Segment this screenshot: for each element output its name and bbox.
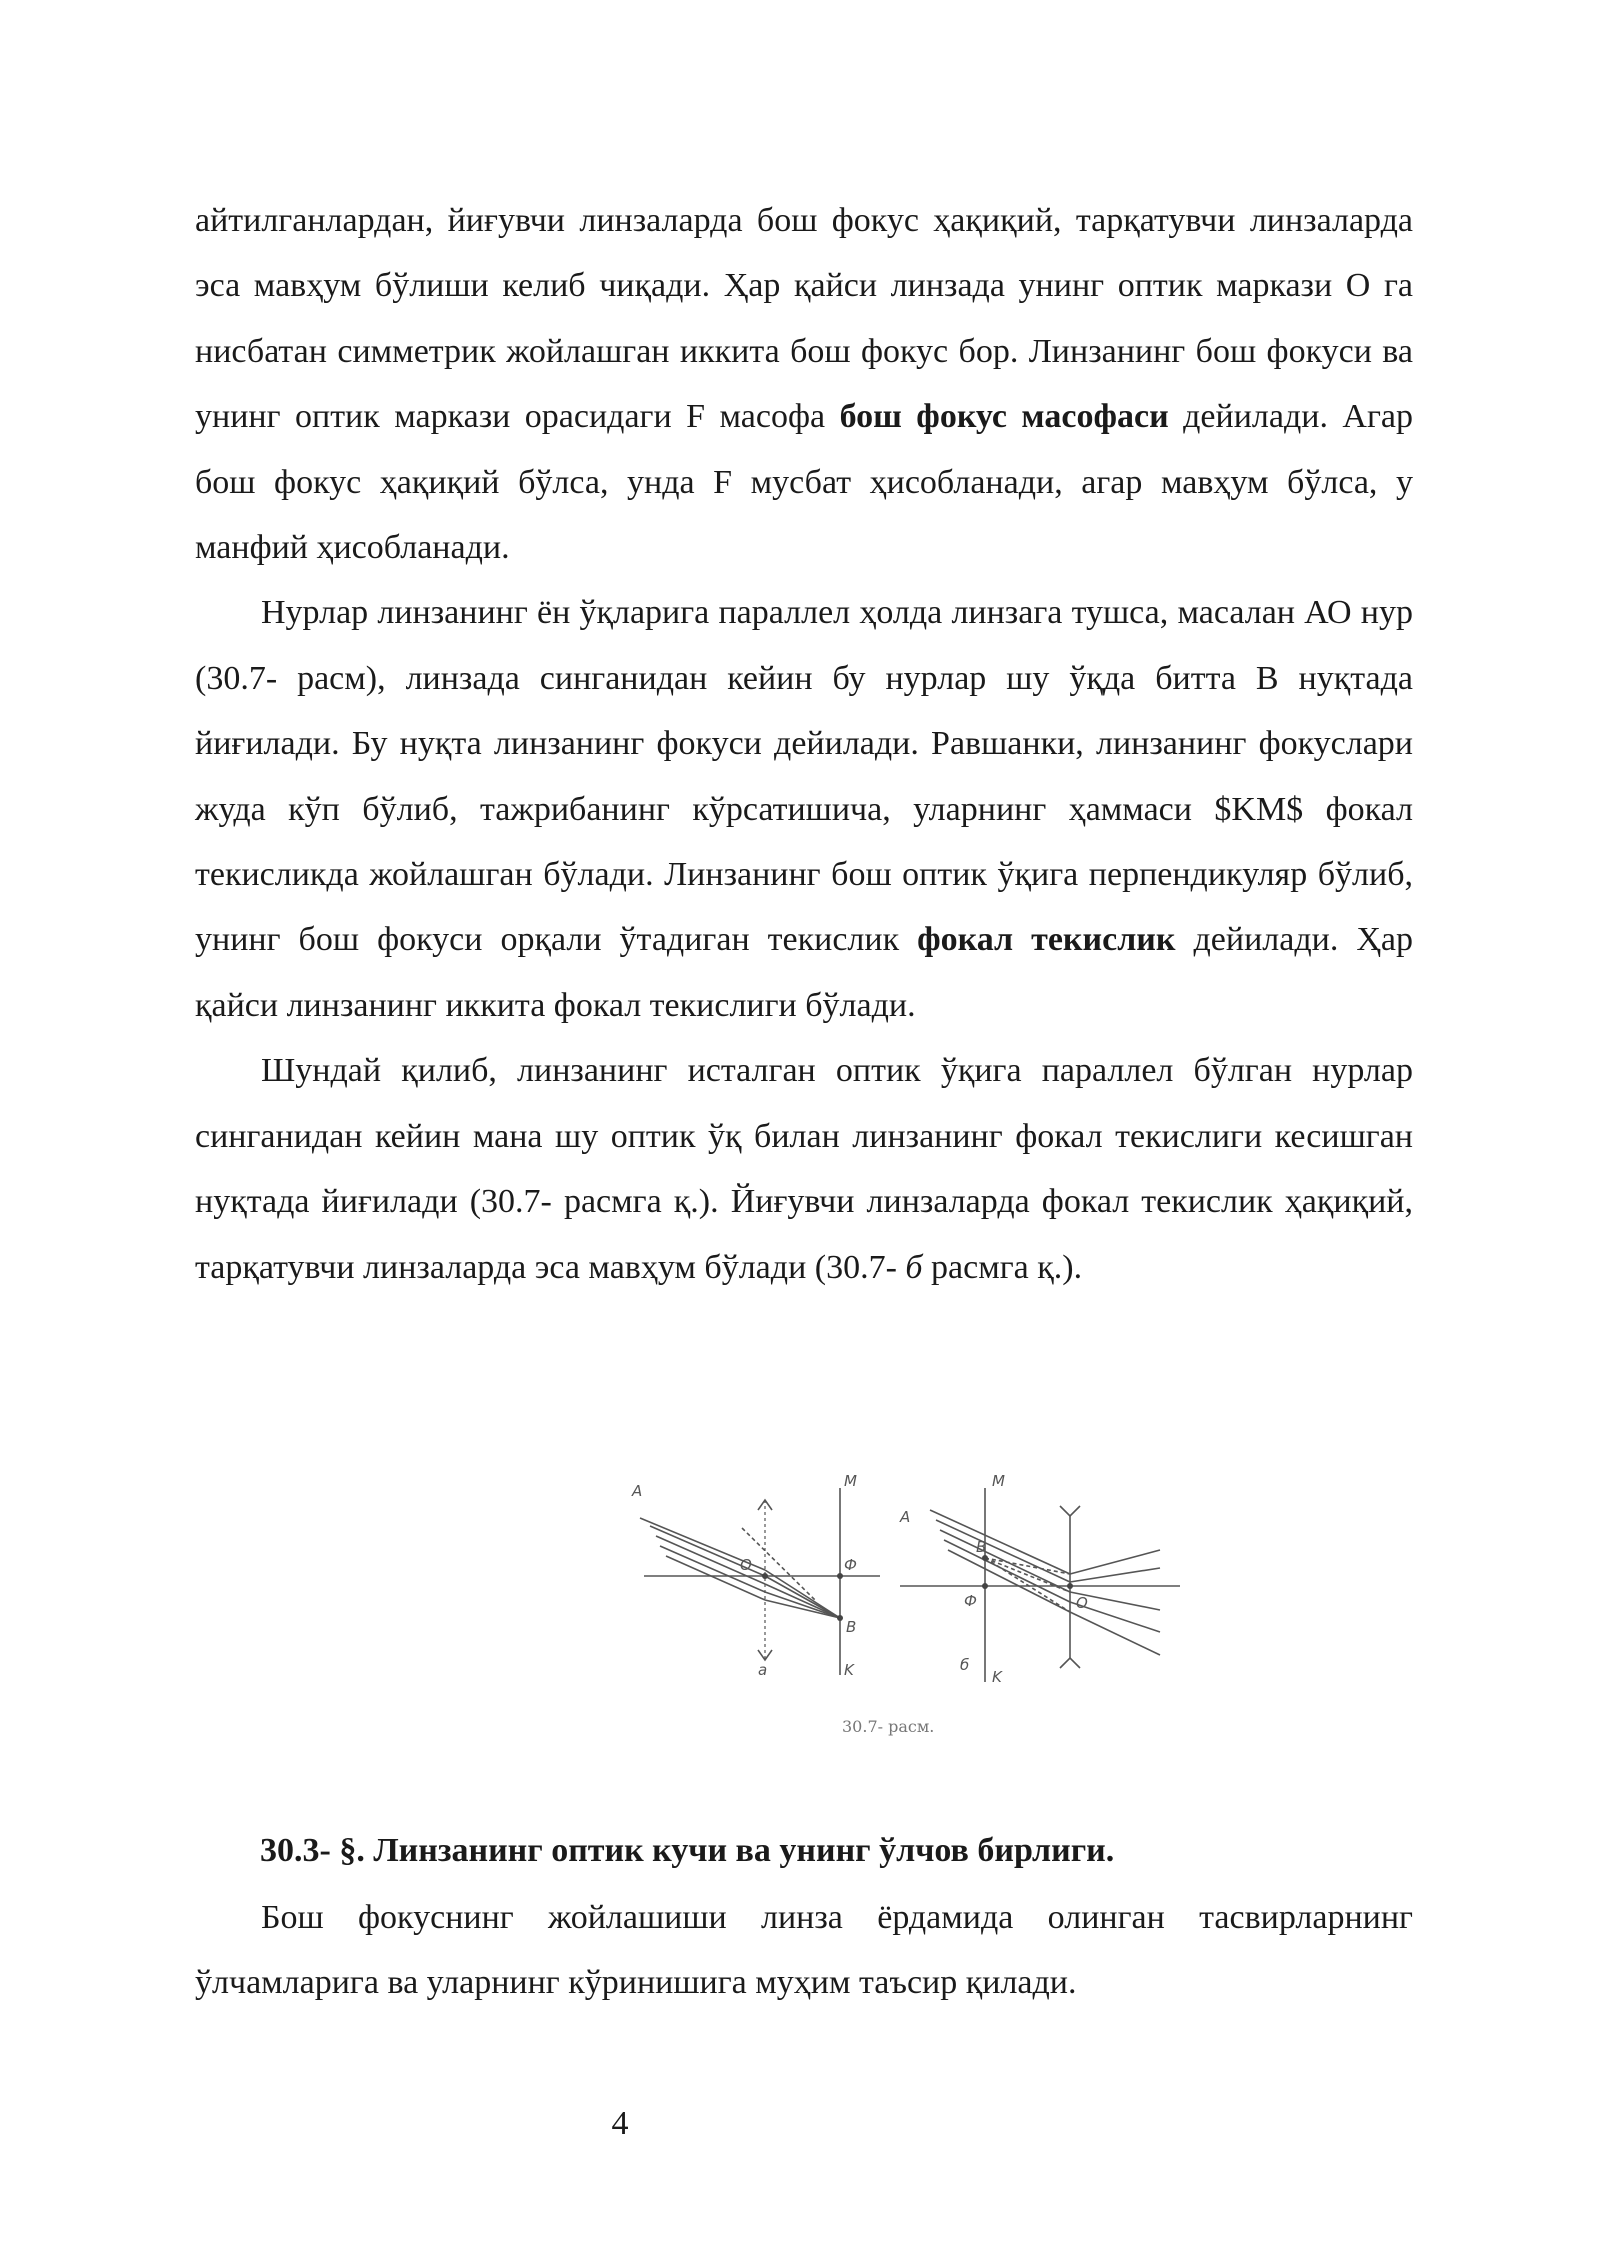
right-sub-label: б — [960, 1656, 970, 1674]
figure-30-7 — [630, 1470, 1190, 1745]
left-sub-label: а — [758, 1661, 768, 1679]
figure-ref-b: б — [905, 1248, 923, 1286]
right-label-o: O — [1076, 1594, 1088, 1612]
paragraph-2-text-b: дейилади. Ҳар қайси линзанинг иккита фокал текислиги бўлади. — [195, 921, 1414, 1024]
left-label-m: M — [844, 1472, 857, 1490]
paragraph-1-text-a: айтилганлардан, йиғувчи линзаларда бош фокус ҳақиқий, тарқатувчи линзаларда эса мавҳум бўлиши келиб чиқади. Ҳар қайси линзада унинг оптик маркази О га нисбатан симметрик жойлашган иккита бош фокус бор. Линзанинг бош фокуси ва унинг оптик маркази орасидаги F масофа — [195, 202, 1413, 436]
paragraph-1-text-b: дейилади. Агар бош фокус ҳақиқий бўлса, унда F мусбат ҳисобланади, агар мавҳум бўлса, у манфий ҳисобланади. — [195, 398, 1414, 567]
left-secondary-axis — [742, 1528, 815, 1600]
left-label-b: B — [846, 1618, 857, 1636]
right-label-f: Ф — [964, 1592, 977, 1610]
right-label-b: B — [976, 1538, 987, 1556]
right-ray-4 — [944, 1540, 1070, 1602]
left-ray-3-refracted — [765, 1584, 840, 1618]
left-label-a: A — [632, 1482, 643, 1500]
left-label-f: Ф — [844, 1556, 857, 1574]
right-lens-fork-top — [1060, 1506, 1080, 1516]
paragraph-2-text-a: Нурлар линзанинг ён ўқларига параллел ҳолда линзага тушса, масалан АО нур (30.7- расм), линзада синганидан кейин бу нурлар шу ўқда битта В нуқтада йиғилади. Бу нуқта линзанинг фокуси дейилади. Равшанки, линзанинг фокуслари жуда кўп бўлиб, тажрибанинг кўрсатишича, уларнинг ҳаммаси $KM$ фокал текисликда жойлашган бўлади. Линзанинг бош оптик ўқига перпендикуляр бўлиб, унинг бош фокуси орқали ўтадиган текислик — [195, 594, 1413, 959]
right-ray-2 — [936, 1520, 1070, 1582]
left-ray-2-refracted — [765, 1576, 840, 1618]
lens-diagram — [630, 1470, 1190, 1745]
paragraph-2 — [195, 580, 1413, 1038]
main-text — [195, 188, 1413, 1300]
left-ray-5-refracted — [765, 1600, 840, 1618]
right-ray-3 — [940, 1530, 1070, 1592]
right-ray-5-out — [1070, 1612, 1160, 1655]
paragraph-3 — [195, 1038, 1413, 1300]
left-focus-point — [837, 1573, 843, 1579]
left-focus-b-point — [837, 1615, 843, 1621]
paragraph-4: Бош фокуснинг жойлашиши линза ёрдамида олинган тасвирларнинг ўлчамларига ва уларнинг кўринишига муҳим таъсир қилади. — [195, 1899, 1413, 2002]
right-lens-fork-bottom — [1060, 1658, 1080, 1668]
paragraph-3-text-a: Шундай қилиб, линзанинг исталган оптик ўқига параллел бўлган нурлар синганидан кейин мана шу оптик ўқ билан линзанинг фокал текислиги кесишган нуқтада йиғилади (30.7- расмга қ.). Йиғувчи линзаларда фокал текислик ҳақиқий, тарқатувчи линзаларда эса мавҳум бўлади (30.7- — [195, 1052, 1413, 1286]
term-focal-plane: фокал текислик — [917, 921, 1176, 959]
left-label-k: K — [844, 1661, 854, 1679]
term-focal-distance: бош фокус масофаси — [839, 398, 1169, 436]
right-center-point — [1067, 1583, 1073, 1589]
left-ray-4-refracted — [765, 1592, 840, 1618]
left-center-point — [762, 1573, 768, 1579]
paragraph-3-text-b: расмга қ.). — [922, 1248, 1083, 1286]
right-focus-point — [982, 1583, 988, 1589]
right-label-k: K — [992, 1668, 1002, 1686]
page-number: 4 — [611, 2105, 629, 2142]
right-label-a: A — [900, 1508, 911, 1526]
section-body — [195, 1885, 1413, 2016]
section-heading: 30.3- §. Линзанинг оптик кучи ва унинг ўлчов бирлиги. — [260, 1832, 1115, 1869]
paragraph-1 — [195, 188, 1413, 580]
left-label-o: O — [740, 1556, 752, 1574]
figure-caption: 30.7- расм. — [842, 1717, 935, 1736]
right-label-m: M — [992, 1472, 1005, 1490]
